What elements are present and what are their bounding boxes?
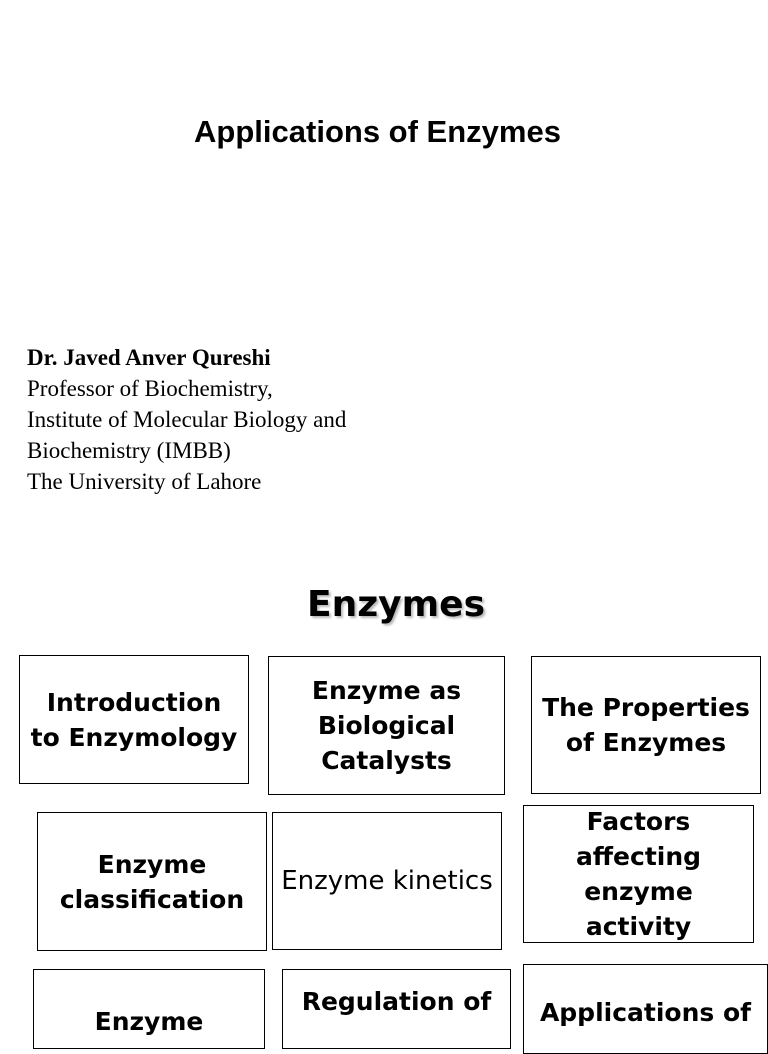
slide-title: Applications of Enzymes [194, 114, 561, 149]
topic-label: Enzyme classification [59, 849, 245, 914]
enzymes-heading: Enzymes [307, 584, 485, 625]
topic-label: Enzyme as Biological Catalysts [311, 676, 462, 775]
topic-label: Factors affecting enzyme activity [575, 807, 702, 941]
topic-label: Regulation of [301, 987, 492, 1016]
topic-box-properties [531, 656, 761, 794]
author-block [27, 342, 346, 497]
topic-box-regulation [282, 969, 511, 1049]
topic-label: Enzyme [94, 1007, 204, 1036]
author-name: Dr. Javed Anver Qureshi [27, 345, 271, 370]
author-institute-line2: Biochemistry (IMBB) [27, 438, 231, 463]
topic-box-enzyme [33, 969, 265, 1049]
topic-label: Introduction to Enzymology [30, 687, 238, 752]
topic-box-biological-catalysts [268, 656, 505, 795]
topic-label: Applications of [539, 998, 752, 1027]
author-institute-line1: Institute of Molecular Biology and [27, 407, 347, 432]
topic-box-applications [523, 964, 768, 1054]
topic-label: The Properties of Enzymes [542, 693, 750, 757]
topic-box-classification [37, 812, 267, 951]
author-university: The University of Lahore [27, 469, 262, 494]
author-position: Professor of Biochemistry, [27, 376, 273, 401]
topic-box-introduction [19, 655, 249, 784]
topic-label: Enzyme kinetics [281, 865, 493, 896]
topic-box-kinetics [272, 812, 502, 950]
topic-box-factors [523, 805, 754, 943]
